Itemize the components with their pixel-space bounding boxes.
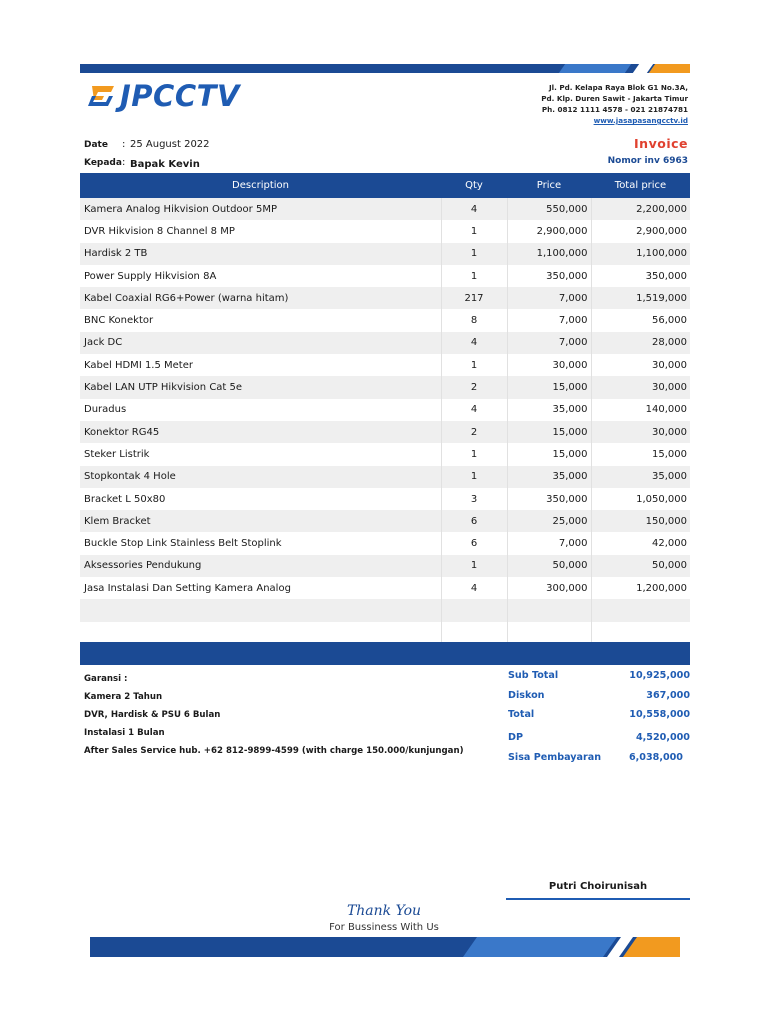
row-qty: 1 — [441, 243, 507, 265]
dp-value: 4,520,000 — [635, 732, 690, 743]
row-price: 7,000 — [507, 332, 591, 354]
row-price: 350,000 — [507, 265, 591, 287]
dp-row — [508, 732, 690, 743]
row-price: 50,000 — [507, 555, 591, 577]
row-description: Hardisk 2 TB — [80, 243, 441, 265]
table-row — [80, 532, 690, 554]
row-qty: 4 — [441, 198, 507, 220]
row-description: Kabel HDMI 1.5 Meter — [80, 354, 441, 376]
logo-text: JPCCTV — [120, 79, 240, 113]
row-total — [591, 599, 690, 621]
row-qty: 4 — [441, 399, 507, 421]
date-value: 25 August 2022 — [130, 139, 210, 150]
subtotal-row — [508, 670, 690, 681]
row-price: 35,000 — [507, 399, 591, 421]
table-row — [80, 354, 690, 376]
row-total: 150,000 — [591, 510, 690, 532]
row-description — [80, 622, 441, 644]
row-total: 30,000 — [591, 421, 690, 443]
row-total: 1,200,000 — [591, 577, 690, 599]
table-row — [80, 332, 690, 354]
items-table — [80, 173, 690, 644]
invoice-title: Invoice — [634, 136, 688, 151]
row-price: 7,000 — [507, 309, 591, 331]
row-price: 15,000 — [507, 443, 591, 465]
table-header-row — [80, 173, 690, 198]
table-row — [80, 577, 690, 599]
kepada-label: Kepada — [84, 158, 122, 168]
row-total: 35,000 — [591, 466, 690, 488]
row-description: Bracket L 50x80 — [80, 488, 441, 510]
row-total: 2,900,000 — [591, 220, 690, 242]
row-description: Kabel LAN UTP Hikvision Cat 5e — [80, 376, 441, 398]
footer-stripe-orange — [623, 937, 680, 957]
table-row — [80, 488, 690, 510]
warranty-line: Instalasi 1 Bulan — [84, 728, 165, 738]
sisa-row — [508, 752, 690, 763]
thank-you-label: Thank You — [346, 903, 422, 919]
row-price: 550,000 — [507, 198, 591, 220]
warranty-line: After Sales Service hub. +62 812-9899-4599 (with charge 150.000/kunjungan) — [84, 746, 464, 756]
row-qty: 6 — [441, 510, 507, 532]
warranty-line: Kamera 2 Tahun — [84, 692, 163, 702]
table-row — [80, 376, 690, 398]
date-row — [84, 139, 210, 150]
total-row — [508, 709, 690, 720]
row-description: Duradus — [80, 399, 441, 421]
row-price: 15,000 — [507, 421, 591, 443]
row-price: 350,000 — [507, 488, 591, 510]
row-price: 1,100,000 — [507, 243, 591, 265]
row-total: 30,000 — [591, 376, 690, 398]
diskon-row — [508, 690, 690, 701]
company-address-line2: Pd. Klp. Duren Sawit - Jakarta Timur — [541, 94, 688, 103]
row-total: 140,000 — [591, 399, 690, 421]
table-row — [80, 599, 690, 621]
date-label: Date — [84, 140, 108, 150]
header-total: Total price — [591, 173, 690, 198]
row-qty: 2 — [441, 376, 507, 398]
company-website-link[interactable]: www.jasapasangcctv.id — [593, 116, 688, 125]
row-price: 30,000 — [507, 354, 591, 376]
row-total: 1,050,000 — [591, 488, 690, 510]
warranty-line: DVR, Hardisk & PSU 6 Bulan — [84, 710, 221, 720]
row-description: DVR Hikvision 8 Channel 8 MP — [80, 220, 441, 242]
row-total: 50,000 — [591, 555, 690, 577]
row-qty: 1 — [441, 443, 507, 465]
company-info — [541, 82, 688, 126]
total-label: Total — [508, 709, 535, 720]
footer-stripe-light — [463, 937, 617, 957]
row-total: 1,100,000 — [591, 243, 690, 265]
thank-you-text — [284, 900, 484, 919]
row-price — [507, 599, 591, 621]
company-phone: Ph. 0812 1111 4578 - 021 21874781 — [541, 105, 688, 114]
row-description: Jack DC — [80, 332, 441, 354]
row-price: 300,000 — [507, 577, 591, 599]
row-price: 7,000 — [507, 287, 591, 309]
row-qty: 1 — [441, 265, 507, 287]
row-description: Power Supply Hikvision 8A — [80, 265, 441, 287]
row-price — [507, 622, 591, 644]
kepada-value: Bapak Kevin — [130, 159, 200, 170]
row-description: Jasa Instalasi Dan Setting Kamera Analog — [80, 577, 441, 599]
row-description — [80, 599, 441, 621]
table-row — [80, 287, 690, 309]
row-total: 30,000 — [591, 354, 690, 376]
row-description: Buckle Stop Link Stainless Belt Stoplink — [80, 532, 441, 554]
top-bar-stripe-orange — [649, 64, 690, 73]
row-total: 1,519,000 — [591, 287, 690, 309]
table-row — [80, 198, 690, 220]
table-row — [80, 220, 690, 242]
row-qty: 8 — [441, 309, 507, 331]
header-qty: Qty — [441, 173, 507, 198]
table-row — [80, 421, 690, 443]
row-price: 25,000 — [507, 510, 591, 532]
invoice-number: Nomor inv 6963 — [607, 156, 688, 166]
warranty-section — [84, 670, 464, 760]
top-header-bar — [80, 64, 690, 73]
row-qty: 1 — [441, 354, 507, 376]
kepada-row — [84, 157, 200, 168]
row-qty — [441, 599, 507, 621]
row-total: 350,000 — [591, 265, 690, 287]
diskon-value: 367,000 — [646, 690, 690, 701]
subtotal-label: Sub Total — [508, 670, 559, 681]
row-qty — [441, 622, 507, 644]
sisa-value: 6,038,000 — [628, 752, 683, 763]
row-qty: 1 — [441, 555, 507, 577]
row-qty: 1 — [441, 466, 507, 488]
table-row — [80, 399, 690, 421]
subtotal-value: 10,925,000 — [629, 670, 690, 681]
company-logo — [86, 79, 240, 113]
company-address-line1: Jl. Pd. Kelapa Raya Blok G1 No.3A, — [548, 83, 688, 92]
row-price: 2,900,000 — [507, 220, 591, 242]
row-description: Klem Bracket — [80, 510, 441, 532]
table-row — [80, 466, 690, 488]
row-qty: 4 — [441, 332, 507, 354]
table-row — [80, 309, 690, 331]
table-row — [80, 243, 690, 265]
warranty-title: Garansi : — [84, 674, 128, 684]
row-description: Kamera Analog Hikvision Outdoor 5MP — [80, 198, 441, 220]
table-row — [80, 622, 690, 644]
row-qty: 3 — [441, 488, 507, 510]
header-price: Price — [507, 173, 591, 198]
row-qty: 6 — [441, 532, 507, 554]
row-qty: 1 — [441, 220, 507, 242]
footer-bar — [90, 937, 680, 957]
table-row — [80, 555, 690, 577]
date-colon: : — [122, 139, 126, 150]
row-total — [591, 622, 690, 644]
row-price: 35,000 — [507, 466, 591, 488]
row-description: Stopkontak 4 Hole — [80, 466, 441, 488]
logo-mark-icon — [86, 82, 118, 110]
top-bar-stripe-light — [559, 64, 631, 73]
total-value: 10,558,000 — [629, 709, 690, 720]
dp-label: DP — [508, 732, 523, 743]
tagline: For Bussiness With Us — [329, 922, 439, 933]
row-price: 15,000 — [507, 376, 591, 398]
row-qty: 4 — [441, 577, 507, 599]
row-total: 2,200,000 — [591, 198, 690, 220]
row-total: 56,000 — [591, 309, 690, 331]
row-price: 7,000 — [507, 532, 591, 554]
table-row — [80, 443, 690, 465]
row-description: Kabel Coaxial RG6+Power (warna hitam) — [80, 287, 441, 309]
diskon-label: Diskon — [508, 690, 545, 701]
sisa-label: Sisa Pembayaran — [508, 752, 602, 763]
row-description: Konektor RG45 — [80, 421, 441, 443]
row-description: Aksessories Pendukung — [80, 555, 441, 577]
table-footer-bar — [80, 642, 690, 665]
row-qty: 217 — [441, 287, 507, 309]
table-row — [80, 510, 690, 532]
kepada-colon: : — [122, 157, 126, 168]
row-description: BNC Konektor — [80, 309, 441, 331]
row-total: 15,000 — [591, 443, 690, 465]
row-qty: 2 — [441, 421, 507, 443]
table-body — [80, 198, 690, 644]
signer-name: Putri Choirunisah — [506, 881, 690, 900]
header-description: Description — [80, 173, 441, 198]
row-total: 28,000 — [591, 332, 690, 354]
row-total: 42,000 — [591, 532, 690, 554]
row-description: Steker Listrik — [80, 443, 441, 465]
table-row — [80, 265, 690, 287]
